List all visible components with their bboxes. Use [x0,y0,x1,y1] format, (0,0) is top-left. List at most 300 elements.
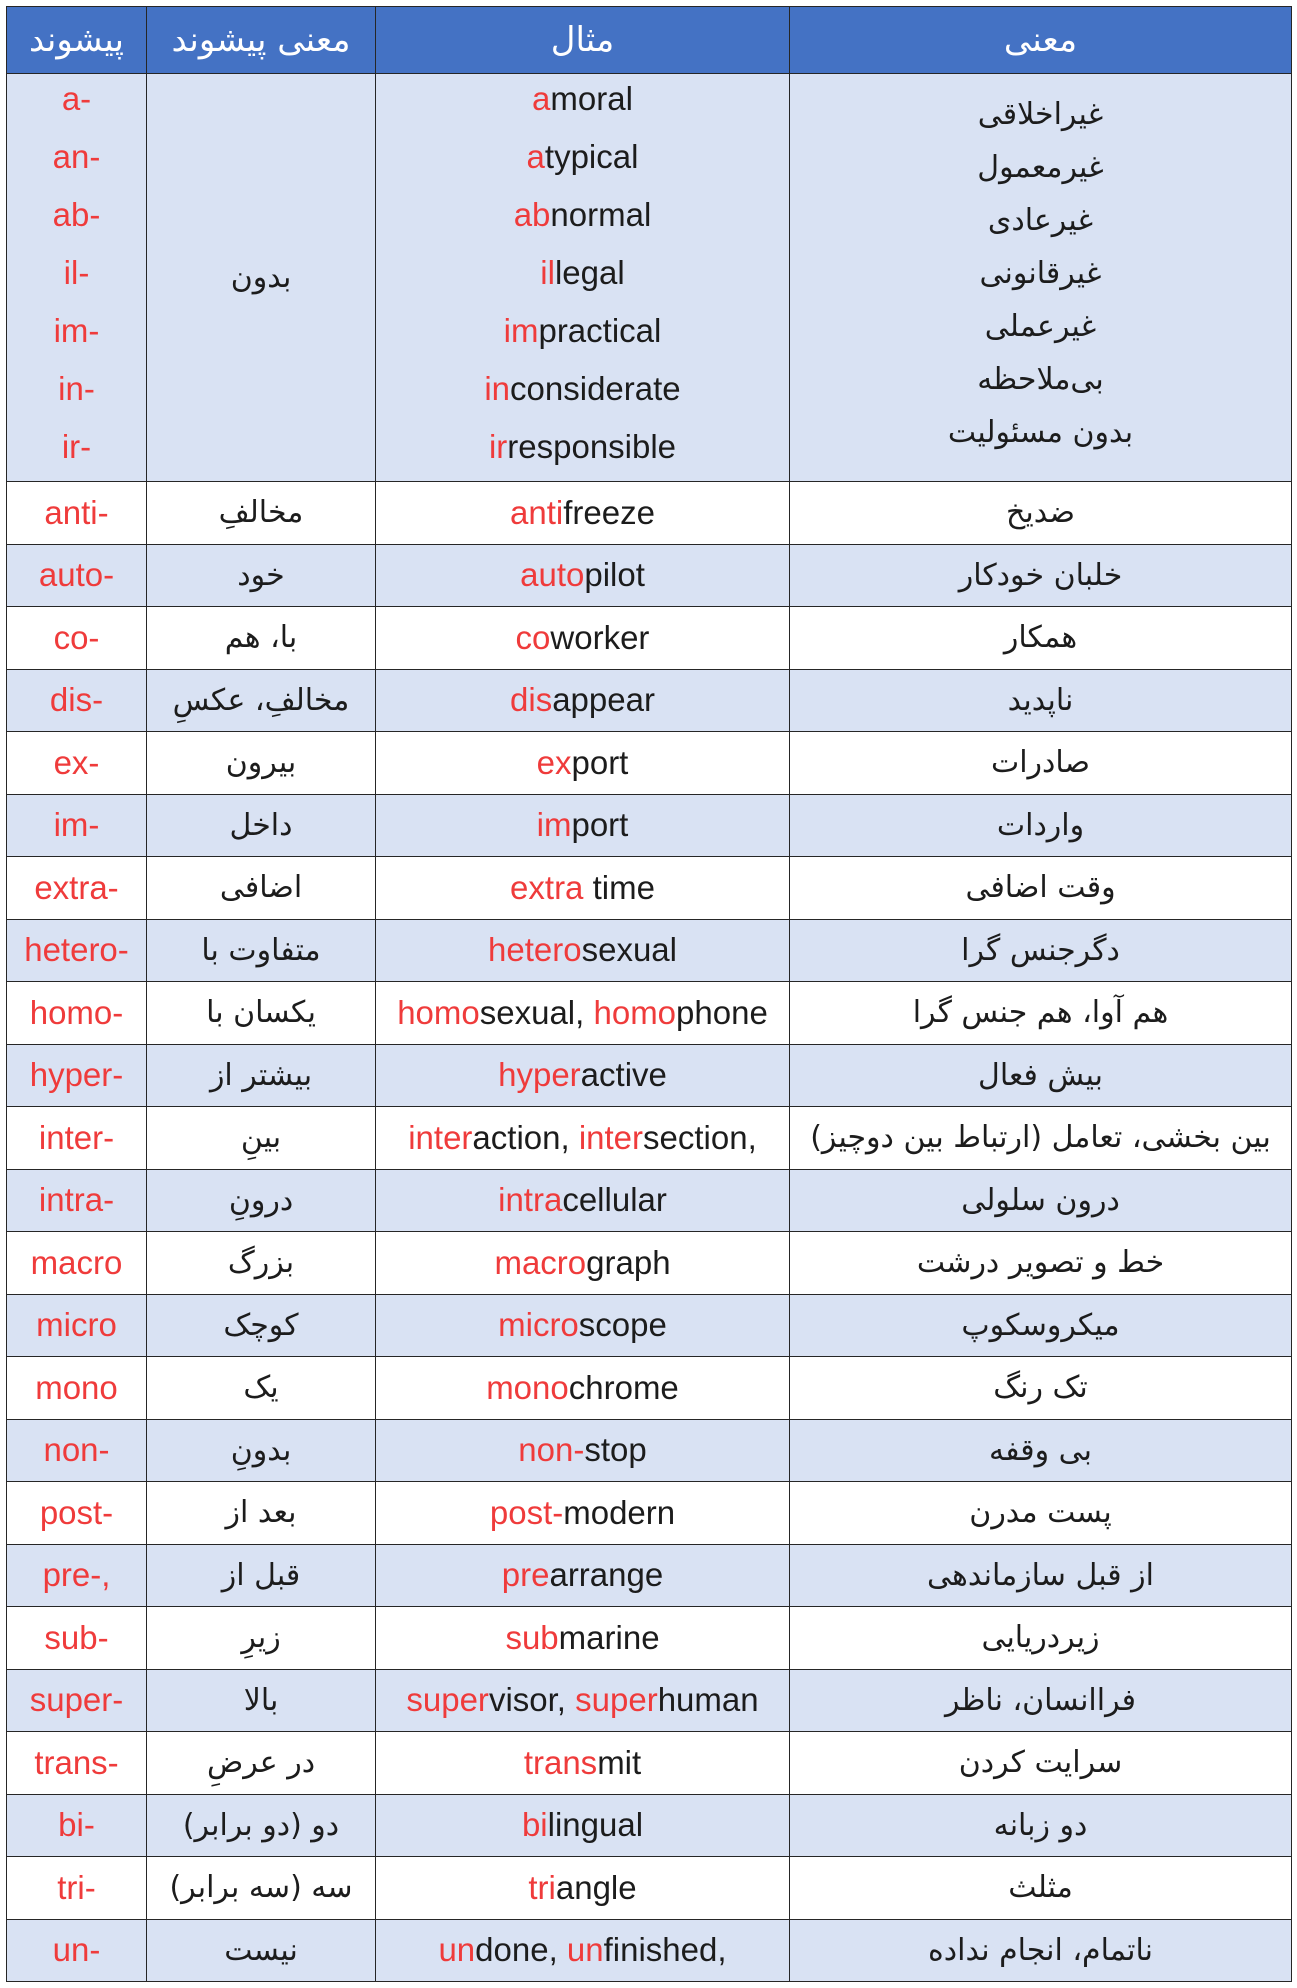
meaning-cell [790,482,1292,545]
example-word [537,744,629,782]
example-stem-part: chrome [568,1368,679,1406]
meaning-cell [790,1920,1292,1983]
prefix-text: inter- [38,1118,115,1156]
meaning-text: غیرعادی [987,203,1094,238]
meaning-text: درون سلولی [961,1182,1120,1218]
prefix-meaning-text: بیشتر از [209,1057,313,1093]
meaning-text: بی وقفه [989,1432,1092,1468]
example-cell [376,1357,790,1420]
example-stem-part: lingual [547,1806,644,1844]
header-prefix-meaning: معنی پیشوند [147,7,376,74]
prefix-meaning-text: یکسان با [206,995,316,1031]
example-cell [376,1170,790,1233]
example-prefix-part: in [484,369,511,407]
meaning-text: وقت اضافی [965,870,1116,906]
prefix-meaning-text: زیرِ [241,1620,281,1656]
example-prefix-part: micro [498,1306,579,1344]
prefix-meaning-cell [147,1232,376,1295]
meaning-cell [790,1482,1292,1545]
header-prefix: پیشوند [7,7,147,74]
meaning-text: تک رنگ [993,1370,1088,1406]
example-word [494,1244,670,1282]
prefix-meaning-text: سه (سه برابر) [169,1870,353,1906]
example-stem-part: normal [550,195,652,233]
example-prefix-part: bi [521,1806,548,1844]
example-word [520,556,645,594]
prefix-text: dis- [49,681,104,719]
example-stem-part: finished, [603,1931,727,1969]
example-cell [376,670,790,733]
example-word [488,931,677,969]
prefix-text: macro [30,1243,123,1281]
example-prefix-part: hetero [488,931,582,969]
example-stem-part: mit [597,1743,642,1781]
table-row [7,1607,1292,1670]
meaning-cell [790,1295,1292,1358]
example-prefix-part: il [540,253,555,291]
meaning-cell [790,1607,1292,1670]
prefix-text: ir- [61,427,92,465]
prefix-meaning-text: در عرضِ [206,1745,316,1781]
prefix-cell [7,1232,147,1295]
example-prefix-part: tri [528,1868,556,1906]
prefix-meaning-cell [147,607,376,670]
example-stem-part: sexual [581,931,677,969]
meaning-cell [790,670,1292,733]
example-word [408,1119,757,1157]
example-prefix-part: extra [510,868,584,906]
example-cell [376,1670,790,1733]
prefix-cell [7,1795,147,1858]
prefix-text: super- [29,1681,124,1719]
prefix-meaning-text: بیرون [225,745,297,781]
meaning-cell [790,795,1292,858]
example-prefix-part: ir [488,427,508,465]
meaning-text: بیش فعال [978,1057,1103,1093]
example-word [504,302,662,360]
prefix-meaning-cell [147,1607,376,1670]
example-prefix-part: ex [536,743,572,781]
prefix-text: im- [53,311,100,349]
prefix-meaning-cell [147,1107,376,1170]
prefix-cell [7,1357,147,1420]
meaning-cell [790,607,1292,670]
table-row [7,1420,1292,1483]
prefix-text: tri- [57,1868,96,1906]
prefix-cell [7,1295,147,1358]
example-cell [376,482,790,545]
table-row [7,1232,1292,1295]
prefix-meaning-text: مخالفِ، عکسِ [172,682,350,718]
example-prefix-part: inter [408,1118,473,1156]
example-word [514,186,652,244]
prefix-text: im- [53,806,100,844]
example-prefix-part: co [515,618,551,656]
prefix-meaning-text: بالا [243,1682,279,1718]
example-prefix-part: mono [486,1368,569,1406]
prefix-meaning-cell [147,1795,376,1858]
example-stem-part: time [583,868,655,906]
example-word [502,1556,663,1594]
example-stem-part: considerate [510,369,681,407]
example-stem-part: port [571,806,629,844]
table-row [7,1670,1292,1733]
example-cell [376,1295,790,1358]
example-cell [376,1420,790,1483]
prefix-meaning-cell [147,1295,376,1358]
prefix-meaning-text: قبل از [221,1557,301,1593]
prefix-text: mono [35,1368,118,1406]
example-cell [376,1920,790,1983]
prefix-table [6,6,1292,1982]
prefix-meaning-cell [147,982,376,1045]
meaning-text: سرایت کردن [958,1745,1123,1781]
meaning-cell [790,1045,1292,1108]
prefix-meaning-cell [147,1045,376,1108]
meaning-text: بی‌ملاحظه [977,362,1104,397]
meaning-cell [790,1732,1292,1795]
example-cell [376,545,790,608]
prefix-text: bi- [58,1806,95,1844]
prefix-meaning-text: بدون [230,260,292,295]
prefix-meaning-text: متفاوت با [201,932,321,968]
example-stem-part: cellular [562,1181,667,1219]
example-cell [376,607,790,670]
prefix-text: post- [39,1493,114,1531]
example-stem-part: worker [550,618,650,656]
example-word [532,74,633,128]
meaning-cell [790,1357,1292,1420]
table-row [7,1045,1292,1108]
example-prefix-part: trans [523,1743,598,1781]
example-prefix-part: dis [510,681,553,719]
prefix-cell [7,732,147,795]
example-cell [376,982,790,1045]
prefix-cell [7,1482,147,1545]
prefix-cell [7,1170,147,1233]
example-prefix-part: post- [489,1493,564,1531]
example-stem-part: human [657,1681,759,1719]
example-word [522,1806,643,1844]
meaning-text: خلبان خودکار [958,557,1123,593]
prefix-cell [7,545,147,608]
prefix-text: intra- [38,1181,115,1219]
meaning-text: همکار [1003,620,1078,656]
meaning-text: از قبل سازماندهی [927,1557,1154,1593]
prefix-cell [7,1107,147,1170]
example-prefix-part: homo [397,993,480,1031]
example-stem-part: legal [554,253,625,291]
table-row [7,1295,1292,1358]
prefix-meaning-cell [147,732,376,795]
meaning-text: غیرقانونی [979,256,1102,291]
example-stem-part: done, [475,1931,567,1969]
example-cell [376,1482,790,1545]
meaning-cell [790,1170,1292,1233]
prefix-meaning-text: نیست [224,1932,298,1968]
example-stem-part: action, [472,1118,579,1156]
table-row [7,1920,1292,1983]
prefix-meaning-text: اضافی [219,870,303,906]
prefix-meaning-text: با، هم [224,620,298,656]
prefix-text: pre-, [42,1556,111,1594]
prefix-cell [7,1420,147,1483]
example-stem-part: responsible [507,427,677,465]
example-stem-part: practical [538,311,662,349]
example-cell [376,74,790,482]
example-word [484,360,680,418]
example-word [527,128,639,186]
example-word [510,681,655,719]
meaning-cell [790,1232,1292,1295]
prefix-cell [7,1607,147,1670]
table-row [7,857,1292,920]
prefix-text: trans- [34,1743,119,1781]
example-word [528,1869,636,1907]
prefix-cell [7,607,147,670]
example-prefix-part: homo [593,993,677,1031]
prefix-cell [7,1857,147,1920]
prefix-meaning-cell [147,795,376,858]
meaning-cell [790,74,1292,482]
example-word [397,994,768,1032]
example-stem-part: sexual, [479,993,594,1031]
table-header [7,7,1292,74]
example-cell [376,1045,790,1108]
example-stem-part: appear [552,681,655,719]
example-stem-part: graph [586,1243,671,1281]
prefix-cell [7,920,147,983]
prefix-meaning-text: بدونِ [230,1432,292,1468]
example-prefix-part: non- [518,1431,585,1469]
example-prefix-part: sub [505,1618,559,1656]
meaning-text: خط و تصویر درشت [916,1245,1165,1281]
table-row [7,920,1292,983]
example-prefix-part: super [575,1681,658,1719]
prefix-text: un- [52,1931,101,1969]
example-prefix-part: anti [510,493,564,531]
prefix-meaning-cell [147,1857,376,1920]
example-stem-part: arrange [549,1556,664,1594]
prefix-meaning-cell [147,1482,376,1545]
example-word [524,1744,641,1782]
meaning-text: زیردریایی [981,1620,1100,1656]
prefix-text: hyper- [29,1056,124,1094]
prefix-meaning-text: یک [243,1370,279,1406]
prefix-meaning-cell [147,1420,376,1483]
example-stem-part: phone [676,993,768,1031]
meaning-text: هم آوا، هم جنس گرا [912,995,1169,1031]
prefix-meaning-cell [147,482,376,545]
table-row [7,982,1292,1045]
prefix-text: auto- [38,556,115,594]
example-stem-part: section, [643,1118,757,1156]
example-word [516,619,650,657]
meaning-text: بدون مسئولیت [947,415,1134,450]
example-stem-part: angle [555,1868,637,1906]
example-cell [376,795,790,858]
prefix-meaning-cell [147,1732,376,1795]
example-cell [376,1732,790,1795]
meaning-text: فراانسان، ناظر [945,1682,1136,1718]
prefix-cell [7,1670,147,1733]
meaning-cell [790,1420,1292,1483]
example-prefix-part: auto [520,556,585,594]
table-row [7,1857,1292,1920]
example-prefix-part: intra [498,1181,563,1219]
example-stem-part: marine [558,1618,660,1656]
example-cell [376,1232,790,1295]
prefix-meaning-text: کوچک [223,1307,299,1343]
example-stem-part: moral [550,79,633,117]
meaning-cell [790,982,1292,1045]
meaning-cell [790,732,1292,795]
table-row [7,1482,1292,1545]
example-prefix-part: super [406,1681,489,1719]
example-prefix-part: a [532,79,551,117]
prefix-cell [7,857,147,920]
prefix-meaning-text: دو (دو برابر) [182,1807,340,1843]
prefix-cell [7,1045,147,1108]
example-stem-part: active [580,1056,667,1094]
example-word [510,494,655,532]
prefix-meaning-cell [147,857,376,920]
example-word [438,1931,726,1969]
example-stem-part: modern [563,1493,676,1531]
example-cell [376,857,790,920]
table-row [7,1545,1292,1608]
prefix-meaning-text: بینِ [240,1120,282,1156]
prefix-text: micro [36,1306,117,1344]
prefix-meaning-text: درونِ [228,1182,294,1218]
prefix-text: sub- [44,1618,109,1656]
example-cell [376,1795,790,1858]
meaning-cell [790,920,1292,983]
meaning-cell [790,1857,1292,1920]
example-word [486,1369,679,1407]
example-prefix-part: un [438,1931,476,1969]
prefix-cell [7,1732,147,1795]
table-row [7,545,1292,608]
prefix-meaning-cell [147,670,376,733]
example-word [406,1681,758,1719]
meaning-text: ناتمام، انجام نداده [928,1932,1153,1968]
example-word [490,1494,675,1532]
meaning-text: صادرات [990,745,1091,781]
meaning-text: بین بخشی، تعامل (ارتباط بین دوچیز) [810,1120,1271,1156]
prefix-text: an- [52,137,101,175]
example-prefix-part: macro [494,1243,587,1281]
example-word [498,1306,667,1344]
prefix-meaning-cell [147,920,376,983]
prefix-text: non- [43,1431,110,1469]
example-stem-part: stop [584,1431,647,1469]
table-row [7,670,1292,733]
prefix-cell [7,482,147,545]
meaning-cell [790,545,1292,608]
example-prefix-part: im [536,806,572,844]
meaning-text: دو زبانه [993,1807,1088,1843]
meaning-cell [790,1670,1292,1733]
example-prefix-part: un [566,1931,604,1969]
table-row [7,795,1292,858]
meaning-cell [790,857,1292,920]
example-word [518,1431,646,1469]
prefix-text: co- [53,618,100,656]
meaning-cell [790,1107,1292,1170]
table-row [7,482,1292,545]
prefix-text: ab- [52,195,101,233]
prefix-meaning-cell [147,1670,376,1733]
prefix-meaning-text: داخل [229,807,293,843]
prefix-meaning-cell [147,74,376,482]
prefix-cell [7,982,147,1045]
meaning-text: غیرمعمول [977,150,1104,185]
prefix-cell [7,795,147,858]
example-stem-part: scope [578,1306,667,1344]
example-cell [376,1857,790,1920]
table-row [7,1107,1292,1170]
example-prefix-part: im [503,311,539,349]
prefix-meaning-text: بعد از [225,1495,297,1531]
meaning-text: مثلث [1008,1870,1073,1906]
prefix-meaning-text: مخالفِ [218,495,304,531]
prefix-meaning-cell [147,1357,376,1420]
prefix-cell [7,74,147,482]
example-cell [376,732,790,795]
prefix-meaning-cell [147,1545,376,1608]
example-stem-part: pilot [584,556,645,594]
example-word [505,1619,659,1657]
meaning-text: میکروسکوپ [961,1307,1120,1343]
example-word [540,244,624,302]
example-cell [376,1607,790,1670]
example-cell [376,1545,790,1608]
prefix-cell [7,1545,147,1608]
prefix-text: homo- [29,993,124,1031]
example-prefix-part: a [526,137,545,175]
example-prefix-part: hyper [498,1056,581,1094]
example-stem-part: freeze [563,493,655,531]
prefix-cell [7,1920,147,1983]
header-meaning: معنی [790,7,1292,74]
example-prefix-part: inter [578,1118,644,1156]
prefix-text: in- [58,369,95,407]
meaning-text: ضدیخ [1006,495,1075,531]
table-row [7,1795,1292,1858]
header-example: مثال [376,7,790,74]
example-word [510,869,655,907]
meaning-text: پست مدرن [969,1495,1112,1531]
meaning-text: دگرجنس گرا [961,932,1120,968]
prefix-meaning-cell [147,1920,376,1983]
table-row [7,1732,1292,1795]
example-prefix-part: pre [501,1556,550,1594]
example-stem-part: typical [544,137,639,175]
meaning-text: واردات [996,807,1085,843]
prefix-meaning-text: خود [237,557,285,593]
example-stem-part: visor, [488,1681,576,1719]
example-prefix-part: ab [513,195,551,233]
example-cell [376,920,790,983]
example-word [498,1056,667,1094]
prefix-text: anti- [44,493,109,531]
prefix-meaning-text: بزرگ [227,1245,295,1281]
prefix-text: ex- [53,743,100,781]
prefix-text: hetero- [24,931,129,969]
prefix-cell [7,670,147,733]
prefix-meaning-cell [147,1170,376,1233]
